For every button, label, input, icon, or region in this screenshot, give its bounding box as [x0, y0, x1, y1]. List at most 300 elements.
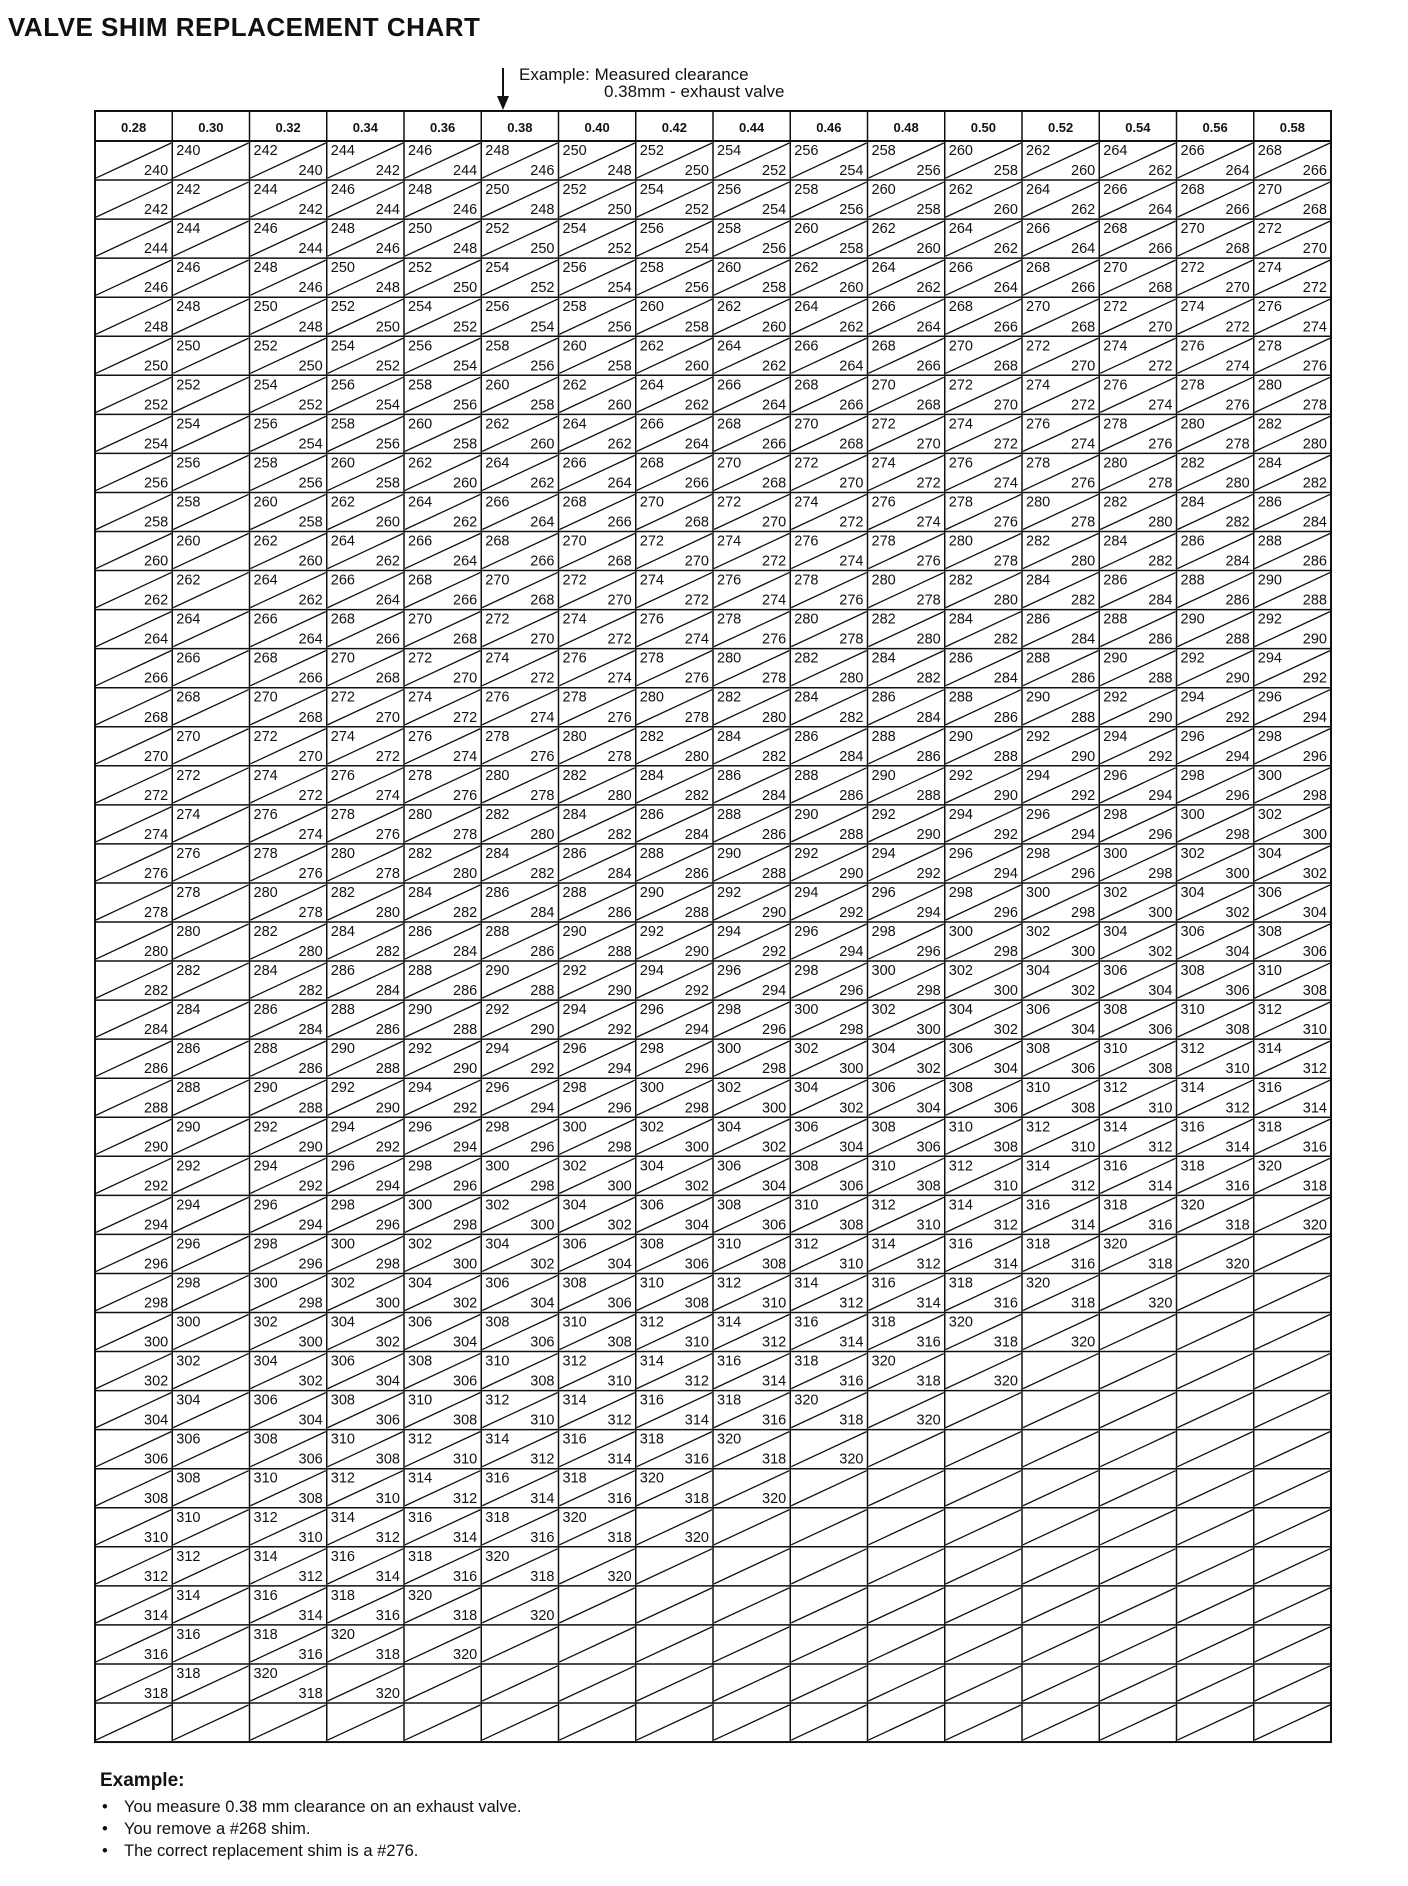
replacement-shim-value: 264 [330, 533, 355, 550]
replacement-shim-value: 268 [916, 397, 941, 414]
replacement-shim-value: 262 [485, 416, 510, 433]
replacement-shim-value: 278 [530, 787, 555, 804]
replacement-shim-value: 292 [684, 983, 709, 1000]
replacement-shim-value: 288 [408, 963, 433, 980]
replacement-shim-value: 316 [794, 1314, 819, 1331]
replacement-shim-value: 250 [562, 143, 587, 159]
cell-diagonal [869, 1471, 944, 1506]
replacement-shim-value: 290 [330, 1041, 355, 1058]
replacement-shim-value: 310 [1225, 1061, 1250, 1078]
cell-diagonal [714, 1549, 789, 1584]
replacement-shim-value: 264 [1026, 182, 1051, 199]
replacement-shim-value: 302 [176, 1353, 201, 1370]
replacement-shim-value: 312 [684, 1373, 709, 1390]
replacement-shim-value: 302 [762, 1139, 787, 1156]
replacement-shim-value: 286 [916, 748, 941, 765]
installed-shim-value: 312 [144, 1568, 169, 1585]
replacement-shim-value: 286 [717, 767, 742, 784]
replacement-shim-value: 264 [684, 436, 709, 453]
replacement-shim-value: 312 [639, 1314, 664, 1331]
replacement-shim-value: 306 [916, 1139, 941, 1156]
cell-diagonal [251, 1705, 326, 1740]
replacement-shim-value: 306 [794, 1119, 819, 1136]
replacement-shim-value: 276 [794, 533, 819, 550]
replacement-shim-value: 314 [408, 1470, 433, 1487]
cell-diagonal [791, 1510, 866, 1545]
cell-diagonal [1178, 1471, 1253, 1506]
replacement-shim-value: 294 [839, 944, 864, 961]
replacement-shim-value: 304 [871, 1041, 896, 1058]
replacement-shim-value: 292 [253, 1119, 278, 1136]
replacement-shim-value: 298 [684, 1100, 709, 1117]
replacement-shim-value: 306 [375, 1412, 400, 1429]
replacement-shim-value: 306 [298, 1451, 323, 1468]
replacement-shim-value: 282 [330, 884, 355, 901]
replacement-shim-value: 298 [176, 1275, 201, 1292]
replacement-shim-value: 258 [839, 241, 864, 258]
replacement-shim-value: 320 [1180, 1197, 1205, 1214]
replacement-shim-value: 266 [530, 553, 555, 570]
installed-shim-value: 306 [144, 1451, 169, 1468]
replacement-shim-value: 256 [298, 475, 323, 492]
replacement-shim-value: 270 [1071, 358, 1096, 375]
replacement-shim-value: 280 [330, 845, 355, 862]
replacement-shim-value: 318 [1257, 1119, 1282, 1136]
installed-shim-value: 308 [144, 1490, 169, 1507]
replacement-shim-value: 290 [607, 983, 632, 1000]
replacement-shim-value: 282 [948, 572, 973, 589]
replacement-shim-value: 296 [1103, 767, 1128, 784]
replacement-shim-value: 280 [176, 924, 201, 940]
replacement-shim-value: 292 [1302, 670, 1327, 687]
replacement-shim-value: 292 [1026, 728, 1051, 745]
replacement-shim-value: 320 [948, 1314, 973, 1331]
replacement-shim-value: 316 [916, 1334, 941, 1351]
replacement-shim-value: 282 [530, 865, 555, 882]
replacement-shim-value: 274 [948, 416, 973, 433]
replacement-shim-value: 288 [1026, 650, 1051, 667]
replacement-shim-value: 312 [916, 1256, 941, 1273]
replacement-shim-value: 278 [794, 572, 819, 589]
replacement-shim-value: 272 [530, 670, 555, 687]
cell-diagonal [946, 1510, 1021, 1545]
replacement-shim-value: 304 [1225, 944, 1250, 961]
replacement-shim-value: 306 [176, 1431, 201, 1448]
replacement-shim-value: 274 [562, 611, 587, 628]
replacement-shim-value: 286 [639, 806, 664, 823]
replacement-shim-value: 302 [1071, 983, 1096, 1000]
replacement-shim-value: 270 [562, 533, 587, 550]
replacement-shim-value: 292 [1257, 611, 1282, 628]
replacement-shim-value: 284 [408, 884, 433, 901]
cell-diagonal [869, 1510, 944, 1545]
replacement-shim-value: 314 [1180, 1080, 1205, 1097]
replacement-shim-value: 304 [948, 1002, 973, 1019]
replacement-shim-value: 264 [794, 299, 819, 316]
replacement-shim-value: 258 [684, 319, 709, 336]
replacement-shim-value: 256 [375, 436, 400, 453]
replacement-shim-value: 258 [562, 299, 587, 316]
replacement-shim-value: 286 [1302, 553, 1327, 570]
replacement-shim-value: 260 [1071, 163, 1096, 180]
cell-diagonal [869, 1705, 944, 1740]
cell-diagonal [714, 1588, 789, 1623]
replacement-shim-value: 258 [408, 377, 433, 394]
replacement-shim-value: 318 [871, 1314, 896, 1331]
replacement-shim-value: 288 [762, 865, 787, 882]
replacement-shim-value: 316 [1148, 1217, 1173, 1234]
replacement-shim-value: 260 [408, 416, 433, 433]
replacement-shim-value: 290 [375, 1100, 400, 1117]
replacement-shim-value: 320 [1302, 1217, 1327, 1234]
replacement-shim-value: 266 [1026, 221, 1051, 238]
replacement-shim-value: 244 [298, 241, 323, 258]
replacement-shim-value: 318 [176, 1665, 201, 1682]
replacement-shim-value: 266 [562, 455, 587, 472]
replacement-shim-value: 288 [562, 884, 587, 901]
replacement-shim-value: 306 [1103, 963, 1128, 980]
replacement-shim-value: 260 [794, 221, 819, 238]
replacement-shim-value: 300 [639, 1080, 664, 1097]
replacement-shim-value: 300 [916, 1022, 941, 1039]
installed-shim-value: 274 [144, 826, 169, 843]
replacement-shim-value: 290 [993, 787, 1018, 804]
replacement-shim-value: 306 [330, 1353, 355, 1370]
replacement-shim-value: 292 [639, 924, 664, 940]
replacement-shim-value: 312 [1257, 1002, 1282, 1019]
replacement-shim-value: 292 [176, 1158, 201, 1175]
replacement-shim-value: 306 [1225, 983, 1250, 1000]
replacement-shim-value: 318 [530, 1568, 555, 1585]
replacement-shim-value: 254 [607, 280, 632, 297]
replacement-shim-value: 296 [607, 1100, 632, 1117]
replacement-shim-value: 270 [453, 670, 478, 687]
replacement-shim-value: 318 [562, 1470, 587, 1487]
column-header-042: 0.42 [661, 120, 688, 135]
column-header-040: 0.40 [584, 120, 610, 135]
replacement-shim-value: 312 [1180, 1041, 1205, 1058]
replacement-shim-value: 280 [562, 728, 587, 745]
replacement-shim-value: 300 [607, 1178, 632, 1195]
replacement-shim-value: 268 [253, 650, 278, 667]
replacement-shim-value: 280 [1071, 553, 1096, 570]
replacement-shim-value: 270 [684, 553, 709, 570]
replacement-shim-value: 290 [871, 767, 896, 784]
cell-diagonal [869, 1432, 944, 1467]
replacement-shim-value: 308 [176, 1470, 201, 1487]
replacement-shim-value: 276 [717, 572, 742, 589]
replacement-shim-value: 290 [948, 728, 973, 745]
cell-diagonal [946, 1393, 1021, 1428]
replacement-shim-value: 306 [485, 1275, 510, 1292]
replacement-shim-value: 274 [253, 767, 278, 784]
replacement-shim-value: 276 [485, 689, 510, 706]
replacement-shim-value: 298 [1302, 787, 1327, 804]
replacement-shim-value: 262 [253, 533, 278, 550]
replacement-shim-value: 310 [1257, 963, 1282, 980]
replacement-shim-value: 302 [330, 1275, 355, 1292]
cell-diagonal [946, 1705, 1021, 1740]
cell-diagonal [560, 1666, 635, 1701]
installed-shim-value: 244 [144, 241, 169, 258]
replacement-shim-value: 308 [871, 1119, 896, 1136]
replacement-shim-value: 296 [1257, 689, 1282, 706]
column-header-054: 0.54 [1125, 120, 1151, 135]
cell-diagonal [1255, 1354, 1330, 1389]
replacement-shim-value: 306 [453, 1373, 478, 1390]
cell-diagonal [791, 1666, 866, 1701]
replacement-shim-value: 270 [1026, 299, 1051, 316]
replacement-shim-value: 308 [562, 1275, 587, 1292]
replacement-shim-value: 310 [375, 1490, 400, 1507]
example-notes [100, 1770, 521, 1862]
replacement-shim-value: 292 [1180, 650, 1205, 667]
replacement-shim-value: 294 [717, 924, 742, 940]
replacement-shim-value: 280 [993, 592, 1018, 609]
replacement-shim-value: 280 [298, 944, 323, 961]
replacement-shim-value: 254 [330, 338, 355, 355]
replacement-shim-value: 316 [176, 1626, 201, 1643]
replacement-shim-value: 252 [253, 338, 278, 355]
replacement-shim-value: 246 [330, 182, 355, 199]
replacement-shim-value: 316 [607, 1490, 632, 1507]
column-header-058: 0.58 [1279, 120, 1306, 135]
replacement-shim-value: 290 [1026, 689, 1051, 706]
replacement-shim-value: 306 [871, 1080, 896, 1097]
replacement-shim-value: 282 [1225, 514, 1250, 531]
replacement-shim-value: 276 [253, 806, 278, 823]
replacement-shim-value: 296 [684, 1061, 709, 1078]
replacement-shim-value: 256 [562, 260, 587, 277]
replacement-shim-value: 318 [253, 1626, 278, 1643]
replacement-shim-value: 254 [562, 221, 587, 238]
replacement-shim-value: 274 [607, 670, 632, 687]
replacement-shim-value: 268 [1071, 319, 1096, 336]
replacement-shim-value: 300 [794, 1002, 819, 1019]
replacement-shim-value: 288 [1257, 533, 1282, 550]
installed-shim-value: 258 [144, 514, 169, 531]
replacement-shim-value: 316 [871, 1275, 896, 1292]
replacement-shim-value: 290 [1148, 709, 1173, 726]
replacement-shim-value: 292 [1103, 689, 1128, 706]
installed-shim-value: 300 [144, 1334, 169, 1351]
replacement-shim-value: 268 [794, 377, 819, 394]
replacement-shim-value: 278 [176, 884, 201, 901]
replacement-shim-value: 262 [948, 182, 973, 199]
replacement-shim-value: 268 [375, 670, 400, 687]
replacement-shim-value: 318 [1103, 1197, 1128, 1214]
cell-diagonal [1255, 1236, 1330, 1271]
replacement-shim-value: 296 [298, 1256, 323, 1273]
replacement-shim-value: 270 [607, 592, 632, 609]
replacement-shim-value: 296 [871, 884, 896, 901]
replacement-shim-value: 264 [948, 221, 973, 238]
replacement-shim-value: 298 [916, 983, 941, 1000]
replacement-shim-value: 316 [562, 1431, 587, 1448]
replacement-shim-value: 274 [1071, 436, 1096, 453]
replacement-shim-value: 252 [607, 241, 632, 258]
replacement-shim-value: 262 [993, 241, 1018, 258]
replacement-shim-value: 306 [408, 1314, 433, 1331]
replacement-shim-value: 280 [871, 572, 896, 589]
replacement-shim-value: 266 [1180, 143, 1205, 159]
replacement-shim-value: 304 [530, 1295, 555, 1312]
replacement-shim-value: 282 [562, 767, 587, 784]
replacement-shim-value: 256 [717, 182, 742, 199]
replacement-shim-value: 278 [298, 905, 323, 921]
replacement-shim-value: 260 [176, 533, 201, 550]
installed-shim-value: 260 [144, 553, 169, 570]
replacement-shim-value: 282 [717, 689, 742, 706]
replacement-shim-value: 288 [684, 905, 709, 921]
replacement-shim-value: 314 [717, 1314, 742, 1331]
replacement-shim-value: 300 [839, 1061, 864, 1078]
replacement-shim-value: 262 [1026, 143, 1051, 159]
replacement-shim-value: 268 [871, 338, 896, 355]
replacement-shim-value: 246 [530, 163, 555, 180]
replacement-shim-value: 282 [684, 787, 709, 804]
replacement-shim-value: 284 [607, 865, 632, 882]
replacement-shim-value: 264 [453, 553, 478, 570]
replacement-shim-value: 308 [1103, 1002, 1128, 1019]
replacement-shim-value: 320 [530, 1607, 555, 1624]
replacement-shim-value: 270 [717, 455, 742, 472]
replacement-shim-value: 276 [607, 709, 632, 726]
replacement-shim-value: 262 [530, 475, 555, 492]
installed-shim-value: 314 [144, 1607, 169, 1624]
replacement-shim-value: 312 [530, 1451, 555, 1468]
replacement-shim-value: 280 [1225, 475, 1250, 492]
cell-diagonal [637, 1666, 712, 1701]
replacement-shim-value: 296 [839, 983, 864, 1000]
replacement-shim-value: 286 [253, 1002, 278, 1019]
replacement-shim-value: 304 [607, 1256, 632, 1273]
replacement-shim-value: 254 [762, 202, 787, 219]
cell-diagonal [1100, 1432, 1175, 1467]
replacement-shim-value: 304 [762, 1178, 787, 1195]
replacement-shim-value: 264 [298, 631, 323, 648]
replacement-shim-value: 248 [408, 182, 433, 199]
replacement-shim-value: 270 [253, 689, 278, 706]
replacement-shim-value: 314 [1148, 1178, 1173, 1195]
replacement-shim-value: 268 [298, 709, 323, 726]
replacement-shim-value: 252 [762, 163, 787, 180]
replacement-shim-value: 304 [639, 1158, 664, 1175]
cell-diagonal [637, 1549, 712, 1584]
replacement-shim-value: 304 [993, 1061, 1018, 1078]
replacement-shim-value: 278 [1071, 514, 1096, 531]
replacement-shim-value: 310 [330, 1431, 355, 1448]
replacement-shim-value: 278 [485, 728, 510, 745]
replacement-shim-value: 268 [1180, 182, 1205, 199]
replacement-shim-value: 300 [1026, 884, 1051, 901]
replacement-shim-value: 294 [1026, 767, 1051, 784]
replacement-shim-value: 290 [1180, 611, 1205, 628]
replacement-shim-value: 272 [762, 553, 787, 570]
replacement-shim-value: 270 [993, 397, 1018, 414]
replacement-shim-value: 290 [485, 963, 510, 980]
replacement-shim-value: 248 [485, 143, 510, 159]
replacement-shim-value: 306 [1148, 1022, 1173, 1039]
replacement-shim-value: 242 [176, 182, 201, 199]
replacement-shim-value: 254 [298, 436, 323, 453]
replacement-shim-value: 282 [1026, 533, 1051, 550]
replacement-shim-value: 254 [684, 241, 709, 258]
replacement-shim-value: 276 [1302, 358, 1327, 375]
replacement-shim-value: 284 [298, 1022, 323, 1039]
cell-diagonal [1023, 1354, 1098, 1389]
replacement-shim-value: 284 [1026, 572, 1051, 589]
note-item: • The correct replacement shim is a #276. [100, 1840, 521, 1862]
replacement-shim-value: 296 [253, 1197, 278, 1214]
cell-diagonal [1100, 1705, 1175, 1740]
replacement-shim-value: 314 [948, 1197, 973, 1214]
replacement-shim-value: 244 [330, 143, 355, 159]
replacement-shim-value: 272 [717, 494, 742, 511]
cell-diagonal [405, 1705, 480, 1740]
replacement-shim-value: 286 [948, 650, 973, 667]
replacement-shim-value: 272 [871, 416, 896, 433]
replacement-shim-value: 274 [762, 592, 787, 609]
replacement-shim-value: 276 [639, 611, 664, 628]
replacement-shim-value: 278 [375, 865, 400, 882]
replacement-shim-value: 246 [453, 202, 478, 219]
replacement-shim-value: 264 [717, 338, 742, 355]
replacement-shim-value: 274 [530, 709, 555, 726]
replacement-shim-value: 310 [1302, 1022, 1327, 1039]
replacement-shim-value: 282 [1180, 455, 1205, 472]
column-header-030: 0.30 [198, 120, 224, 135]
replacement-shim-value: 274 [1103, 338, 1128, 355]
column-header-048: 0.48 [893, 120, 919, 135]
replacement-shim-value: 270 [916, 436, 941, 453]
note-item: • You remove a #268 shim. [100, 1818, 521, 1840]
replacement-shim-value: 300 [948, 924, 973, 940]
replacement-shim-value: 296 [1180, 728, 1205, 745]
callout-line-2: 0.38mm - exhaust valve [604, 82, 785, 101]
replacement-shim-value: 282 [1257, 416, 1282, 433]
replacement-shim-value: 282 [408, 845, 433, 862]
cell-diagonal [173, 1705, 248, 1740]
replacement-shim-value: 308 [607, 1334, 632, 1351]
replacement-shim-value: 302 [408, 1236, 433, 1253]
replacement-shim-value: 258 [176, 494, 201, 511]
installed-shim-value: 272 [144, 787, 169, 804]
replacement-shim-value: 272 [607, 631, 632, 648]
replacement-shim-value: 318 [639, 1431, 664, 1448]
replacement-shim-value: 292 [485, 1002, 510, 1019]
replacement-shim-value: 266 [298, 670, 323, 687]
replacement-shim-value: 264 [607, 475, 632, 492]
column-header-056: 0.56 [1202, 120, 1228, 135]
replacement-shim-value: 282 [1148, 553, 1173, 570]
replacement-shim-value: 260 [562, 338, 587, 355]
replacement-shim-value: 274 [916, 514, 941, 531]
replacement-shim-value: 276 [330, 767, 355, 784]
replacement-shim-value: 248 [453, 241, 478, 258]
replacement-shim-value: 244 [253, 182, 278, 199]
replacement-shim-value: 312 [453, 1490, 478, 1507]
installed-shim-value: 276 [144, 865, 169, 882]
replacement-shim-value: 260 [871, 182, 896, 199]
replacement-shim-value: 250 [330, 260, 355, 277]
replacement-shim-value: 304 [485, 1236, 510, 1253]
replacement-shim-value: 290 [794, 806, 819, 823]
cell-diagonal [1255, 1510, 1330, 1545]
replacement-shim-value: 306 [1257, 884, 1282, 901]
installed-shim-value: 248 [144, 319, 169, 336]
replacement-shim-value: 314 [1225, 1139, 1250, 1156]
